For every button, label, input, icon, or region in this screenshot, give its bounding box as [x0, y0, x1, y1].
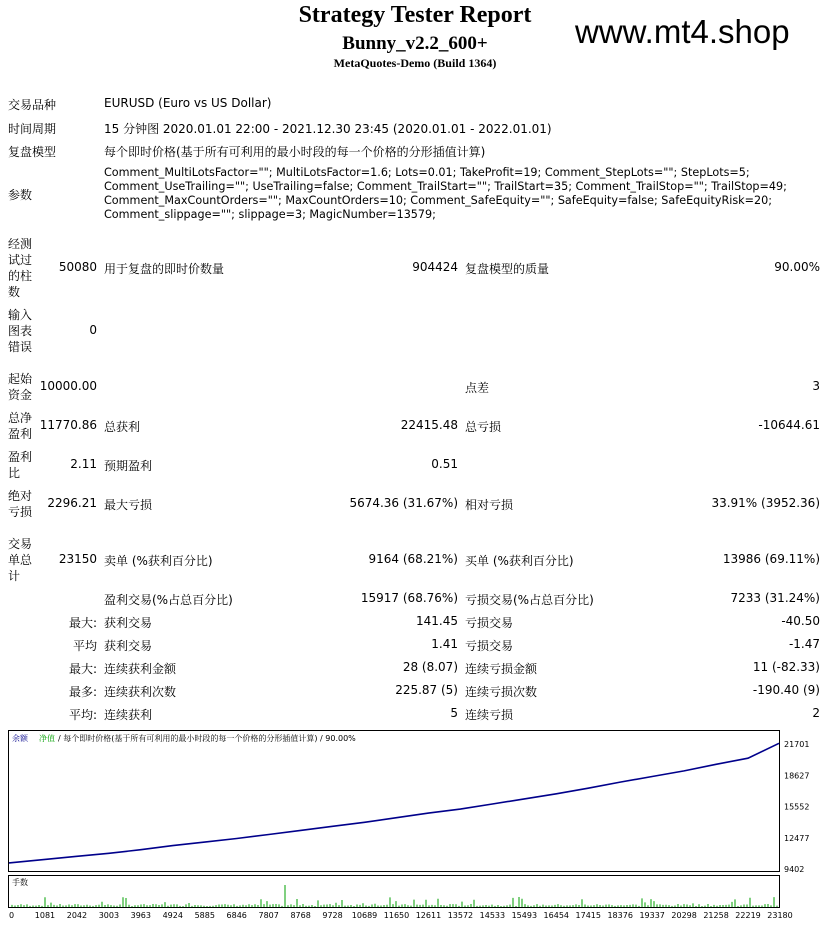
x-tick-label: 19337 — [639, 911, 665, 920]
x-tick-label: 18376 — [607, 911, 633, 920]
volume-label: 手数 — [12, 878, 28, 887]
ticks-label: 用于复盘的即时价数量 — [104, 262, 225, 276]
params-label: 参数 — [8, 188, 33, 202]
row5-label2: 连续亏损 — [465, 708, 514, 722]
grossprofit-label: 总获利 — [104, 420, 141, 434]
legend-text: / 每个即时价格(基于所有可利用的最小时段的每一个价格的分形插值计算) / 90.00% — [58, 734, 356, 743]
row3-label1: 连续获利金额 — [104, 662, 177, 676]
absdd-label: 绝对亏损 — [8, 489, 33, 519]
x-tick-label: 2042 — [66, 911, 88, 920]
row5-prefix: 平均: — [68, 708, 97, 722]
x-tick-label: 6846 — [226, 911, 247, 920]
row2-prefix: 平均 — [72, 639, 97, 653]
ea-name: Bunny_v2.2_600+ — [342, 33, 488, 54]
row2-label2: 亏损交易 — [465, 639, 514, 653]
row2-value2: -1.47 — [788, 637, 820, 651]
row5-label1: 连续获利 — [104, 708, 153, 722]
x-tick-label: 9728 — [322, 911, 343, 920]
report-title: Strategy Tester Report — [298, 2, 532, 28]
row1-value2: -40.50 — [781, 614, 820, 628]
x-tick-label: 4924 — [162, 911, 183, 920]
row4-value1: 225.87 (5) — [395, 683, 458, 697]
maxdd-value: 5674.36 (31.67%) — [349, 496, 458, 510]
row5-value2: 2 — [812, 706, 820, 720]
row2-value1: 1.41 — [431, 637, 458, 651]
row1-prefix: 最大: — [68, 616, 97, 630]
spread-label: 点差 — [465, 381, 490, 395]
long-label: 买单 (%获利百分比) — [465, 554, 574, 568]
x-tick-label: 16454 — [543, 911, 570, 920]
ep-label: 预期盈利 — [104, 459, 153, 473]
y-tick-label: 18627 — [784, 771, 810, 781]
row4-value2: -190.40 (9) — [752, 683, 820, 697]
model-value: 每个即时价格(基于所有可利用的最小时段的每一个价格的分形插值计算) — [104, 145, 486, 159]
row3-value2: 11 (-82.33) — [752, 660, 820, 674]
spread-value: 3 — [812, 379, 820, 393]
params-line: Comment_MultiLotsFactor=""; MultiLotsFactor=1.6; Lots=0.01; TakeProfit=19; Comment_StepLots=""; StepLots=5; — [104, 166, 750, 179]
row2-label1: 获利交易 — [104, 639, 153, 653]
x-tick-label: 7807 — [258, 911, 279, 920]
params-line: Comment_UseTrailing=""; UseTrailing=false; Comment_TrailStart=""; TrailStart=35; Comment_TrailStop=""; TrailStop=49; — [104, 180, 787, 193]
x-tick-label: 8768 — [290, 911, 311, 920]
row4-prefix: 最多: — [68, 685, 97, 699]
x-tick-label: 0 — [9, 911, 15, 920]
symbol-value: EURUSD (Euro vs US Dollar) — [104, 96, 272, 110]
absdd-value: 2296.21 — [47, 496, 97, 510]
grossloss-value: -10644.61 — [758, 418, 820, 432]
row3-label2: 连续亏损金额 — [465, 662, 538, 676]
y-tick-label: 9402 — [784, 865, 805, 874]
x-tick-label: 10689 — [351, 911, 378, 920]
balance-chart — [8, 730, 820, 922]
long-value: 13986 (69.11%) — [722, 552, 820, 566]
short-label: 卖单 (%获利百分比) — [104, 554, 213, 568]
loss-label: 亏损交易(%占总百分比) — [465, 593, 594, 607]
reldd-value: 33.91% (3952.36) — [711, 496, 820, 510]
watermark: www.mt4.shop — [575, 13, 790, 50]
pf-value: 2.11 — [70, 457, 97, 471]
y-tick-label: 15552 — [784, 802, 810, 812]
volume-plot-frame — [9, 876, 780, 908]
x-tick-label: 13572 — [447, 911, 474, 920]
quality-label: 复盘模型的质量 — [465, 262, 550, 276]
ep-value: 0.51 — [431, 457, 458, 471]
y-tick-label: 21701 — [784, 740, 810, 749]
row5-value1: 5 — [450, 706, 458, 720]
row3-value1: 28 (8.07) — [402, 660, 458, 674]
x-tick-label: 11650 — [383, 911, 410, 920]
pf-label: 盈利比 — [8, 450, 33, 480]
legend-equity: 净值 — [39, 734, 55, 743]
trades-label: 交易单总计 — [8, 537, 33, 583]
row1-label1: 获利交易 — [104, 616, 153, 630]
row1-label2: 亏损交易 — [465, 616, 514, 630]
grossloss-label: 总亏损 — [465, 420, 502, 434]
symbol-label: 交易品种 — [8, 98, 57, 112]
netprofit-label: 总净盈利 — [8, 411, 33, 441]
main-plot-frame — [9, 731, 780, 872]
x-tick-label: 1081 — [34, 911, 56, 920]
model-label: 复盘模型 — [8, 145, 57, 159]
x-tick-label: 20298 — [671, 911, 697, 920]
netprofit-value: 11770.86 — [39, 418, 97, 432]
bars-label: 经测试过的柱数 — [8, 237, 33, 299]
row1-value1: 141.45 — [416, 614, 458, 628]
x-tick-label: 3963 — [130, 911, 151, 920]
bars-value: 50080 — [58, 260, 97, 274]
deposit-value: 10000.00 — [39, 379, 97, 393]
short-value: 9164 (68.21%) — [368, 552, 458, 566]
grossprofit-value: 22415.48 — [400, 418, 458, 432]
row4-label1: 连续获利次数 — [104, 685, 177, 699]
ticks-value: 904424 — [412, 260, 458, 274]
x-tick-label: 15493 — [511, 911, 538, 920]
x-tick-label: 12611 — [415, 911, 442, 920]
errors-value: 0 — [89, 323, 97, 337]
x-tick-label: 3003 — [98, 911, 120, 920]
period-label: 时间周期 — [8, 122, 57, 136]
quality-value: 90.00% — [774, 260, 820, 274]
errors-label: 输入图表错误 — [8, 308, 33, 354]
win-label: 盈利交易(%占总百分比) — [104, 593, 233, 607]
x-tick-label: 14533 — [479, 911, 506, 920]
row4-label2: 连续亏损次数 — [465, 685, 538, 699]
x-tick-label: 17415 — [575, 911, 601, 920]
params-line: Comment_slippage=""; slippage=3; MagicNumber=13579; — [104, 208, 436, 221]
row3-prefix: 最大: — [68, 662, 97, 676]
legend-balance: 余额 — [12, 734, 28, 743]
y-tick-label: 12477 — [784, 833, 810, 843]
deposit-label: 起始资金 — [8, 372, 33, 402]
win-value: 15917 (68.76%) — [360, 591, 458, 605]
reldd-label: 相对亏损 — [465, 498, 514, 512]
x-tick-label: 5885 — [194, 911, 215, 920]
loss-value: 7233 (31.24%) — [730, 591, 820, 605]
x-tick-label: 23180 — [767, 911, 793, 920]
period-value: 15 分钟图 2020.01.01 22:00 - 2021.12.30 23:45 (2020.01.01 - 2022.01.01) — [104, 122, 552, 136]
x-tick-label: 21258 — [703, 911, 729, 920]
x-tick-label: 22219 — [735, 911, 761, 920]
server-info: MetaQuotes-Demo (Build 1364) — [333, 56, 497, 70]
trades-value: 23150 — [58, 552, 97, 566]
params-line: Comment_MaxCountOrders=""; MaxCountOrders=10; Comment_SafeEquity=""; SafeEquity=false; SafeEquityRisk=20; — [104, 194, 773, 207]
params-value — [104, 166, 787, 222]
maxdd-label: 最大亏损 — [104, 498, 153, 512]
